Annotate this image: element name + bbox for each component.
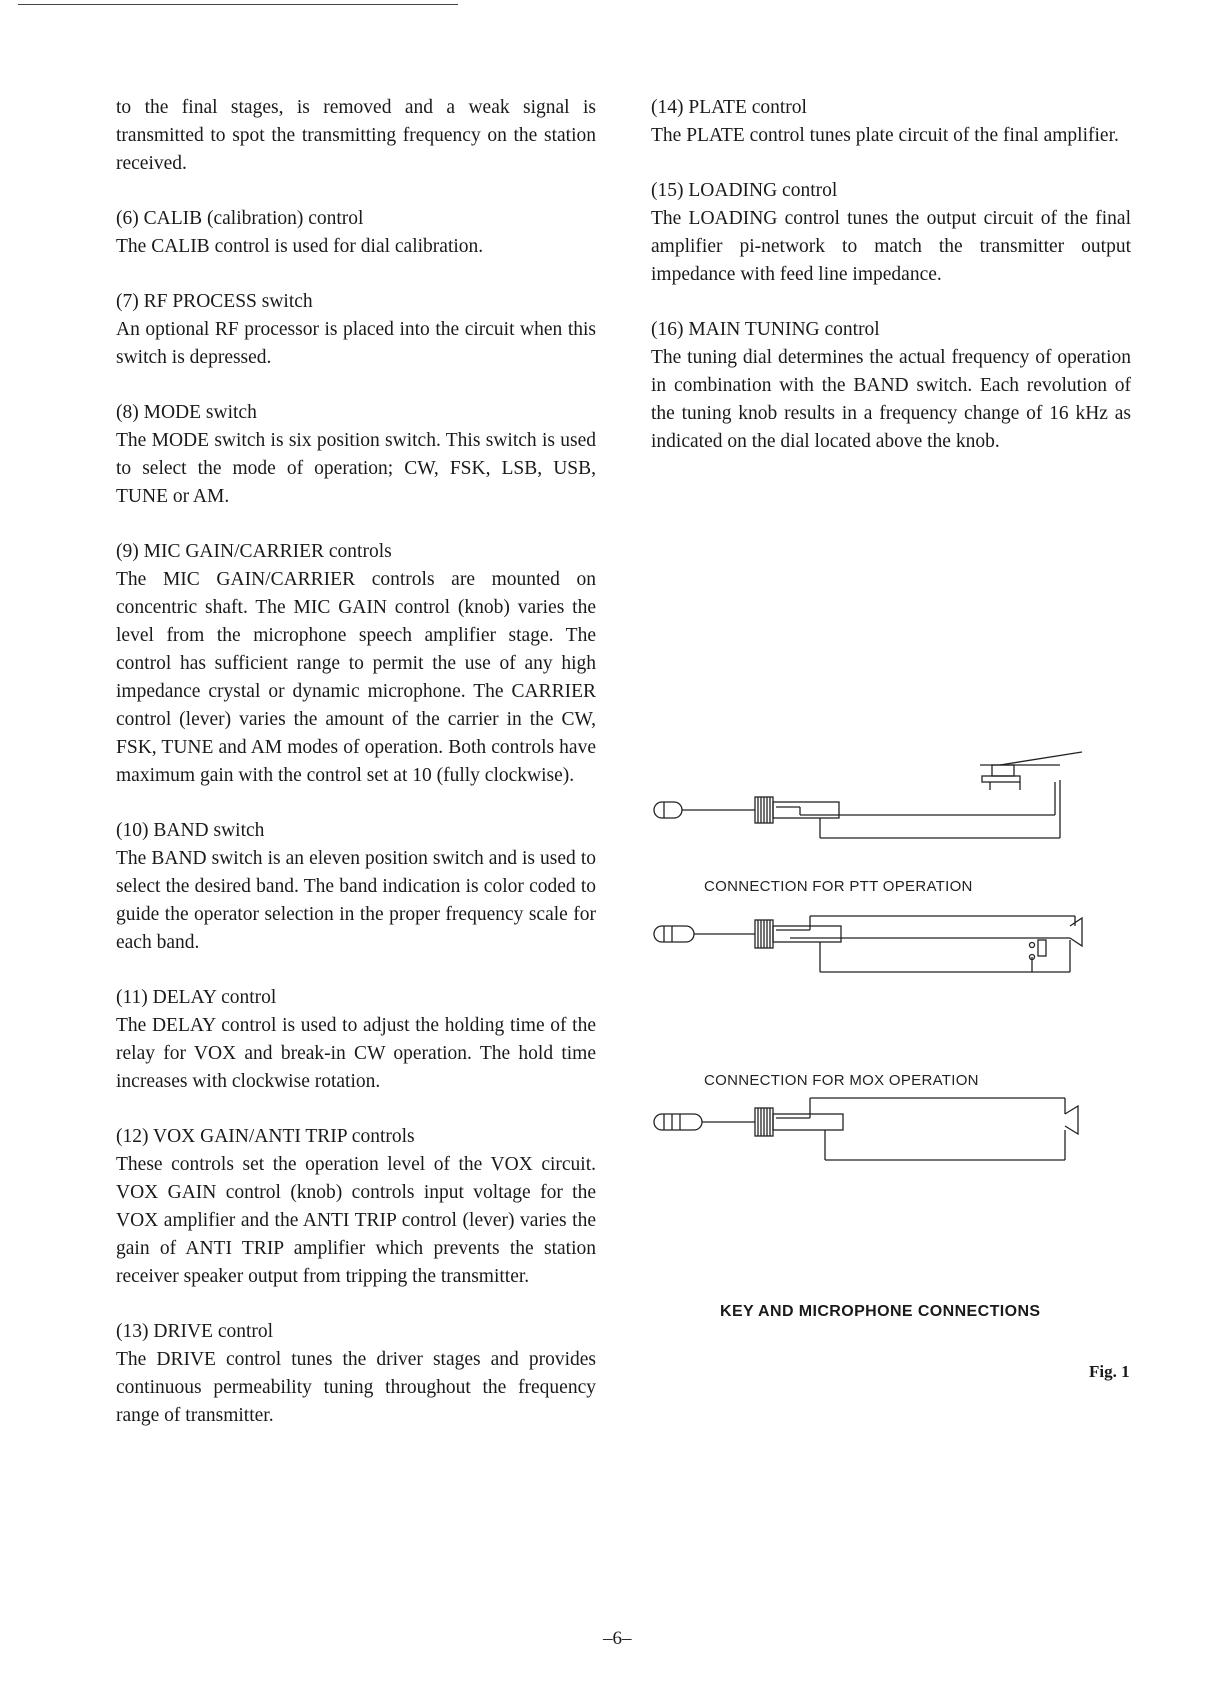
section-body: The BAND switch is an eleven position switch and is used to select the desired band. The band indication is color coded to guide the operator selection in the proper frequency scale for each band. <box>116 848 596 953</box>
section-heading: (12) VOX GAIN/ANTI TRIP controls <box>116 1126 415 1147</box>
connection-diagram-svg <box>650 740 1140 1390</box>
section-heading: (10) BAND switch <box>116 820 265 841</box>
figure-title: KEY AND MICROPHONE CONNECTIONS <box>720 1303 1041 1320</box>
section-drive <box>116 1318 596 1430</box>
connection-diagram <box>650 740 1140 1390</box>
section-calib <box>116 205 596 261</box>
section-body: An optional RF processor is placed into the circuit when this switch is depressed. <box>116 319 596 368</box>
section-loading <box>651 177 1131 289</box>
section-delay <box>116 984 596 1096</box>
section-heading: (16) MAIN TUNING control <box>651 319 880 340</box>
right-column <box>651 94 1131 483</box>
section-body: The PLATE control tunes plate circuit of the final amplifier. <box>651 125 1119 146</box>
key-connection-wiring <box>654 752 1082 838</box>
section-body: The MODE switch is six position switch. This switch is used to select the mode of operation; CW, FSK, LSB, USB, TUNE or AM. <box>116 430 596 507</box>
section-heading: (7) RF PROCESS switch <box>116 291 313 312</box>
section-main-tuning <box>651 316 1131 456</box>
section-heading: (9) MIC GAIN/CARRIER controls <box>116 541 392 562</box>
section-heading: (14) PLATE control <box>651 97 807 118</box>
section-heading: (11) DELAY control <box>116 987 277 1008</box>
section-heading: (15) LOADING control <box>651 180 838 201</box>
intro-text: to the final stages, is removed and a weak signal is transmitted to spot the transmitting frequency on the station received. <box>116 97 596 174</box>
section-heading: (6) CALIB (calibration) control <box>116 208 364 229</box>
section-body: The DRIVE control tunes the driver stages and provides continuous permeability tuning throughout the frequency range of transmitter. <box>116 1349 596 1426</box>
section-body: The tuning dial determines the actual frequency of operation in combination with the BAND switch. Each revolution of the tuning knob results in a frequency change of 16 kHz as indicated on the dial located above the knob. <box>651 347 1131 452</box>
caption-mox: CONNECTION FOR MOX OPERATION <box>704 1072 979 1089</box>
intro-paragraph <box>116 94 596 178</box>
page-number: –6– <box>603 1628 632 1649</box>
section-band <box>116 817 596 957</box>
section-plate <box>651 94 1131 150</box>
top-rule <box>18 4 458 5</box>
left-column <box>116 94 596 1457</box>
section-rf-process <box>116 288 596 372</box>
section-heading: (8) MODE switch <box>116 402 257 423</box>
section-body: The LOADING control tunes the output circuit of the final amplifier pi-network to match the transmitter output impedance with feed line impedance. <box>651 208 1131 285</box>
section-vox-gain <box>116 1123 596 1291</box>
section-body: The DELAY control is used to adjust the holding time of the relay for VOX and break-in CW operation. The hold time increases with clockwise rotation. <box>116 1015 596 1092</box>
section-body: These controls set the operation level of the VOX circuit. VOX GAIN control (knob) controls input voltage for the VOX amplifier and the ANTI TRIP control (lever) varies the gain of ANTI TRIP amplifier which prevents the station receiver speaker output from tripping the transmitter. <box>116 1154 596 1287</box>
section-mode <box>116 399 596 511</box>
mox-connection-wiring <box>654 1098 1078 1160</box>
section-body: The CALIB control is used for dial calibration. <box>116 236 484 257</box>
section-mic-gain <box>116 538 596 790</box>
figure-number: Fig. 1 <box>1089 1362 1130 1381</box>
ptt-connection-wiring <box>654 916 1082 972</box>
section-heading: (13) DRIVE control <box>116 1321 274 1342</box>
caption-ptt: CONNECTION FOR PTT OPERATION <box>704 878 973 895</box>
section-body: The MIC GAIN/CARRIER controls are mounted on concentric shaft. The MIC GAIN control (knob) varies the level from the microphone speech amplifier stage. The control has sufficient range to permit the use of any high impedance crystal or dynamic microphone. The CARRIER control (lever) varies the amount of the carrier in the CW, FSK, TUNE and AM modes of operation. Both controls have maximum gain with the control set at 10 (fully clockwise). <box>116 569 596 786</box>
